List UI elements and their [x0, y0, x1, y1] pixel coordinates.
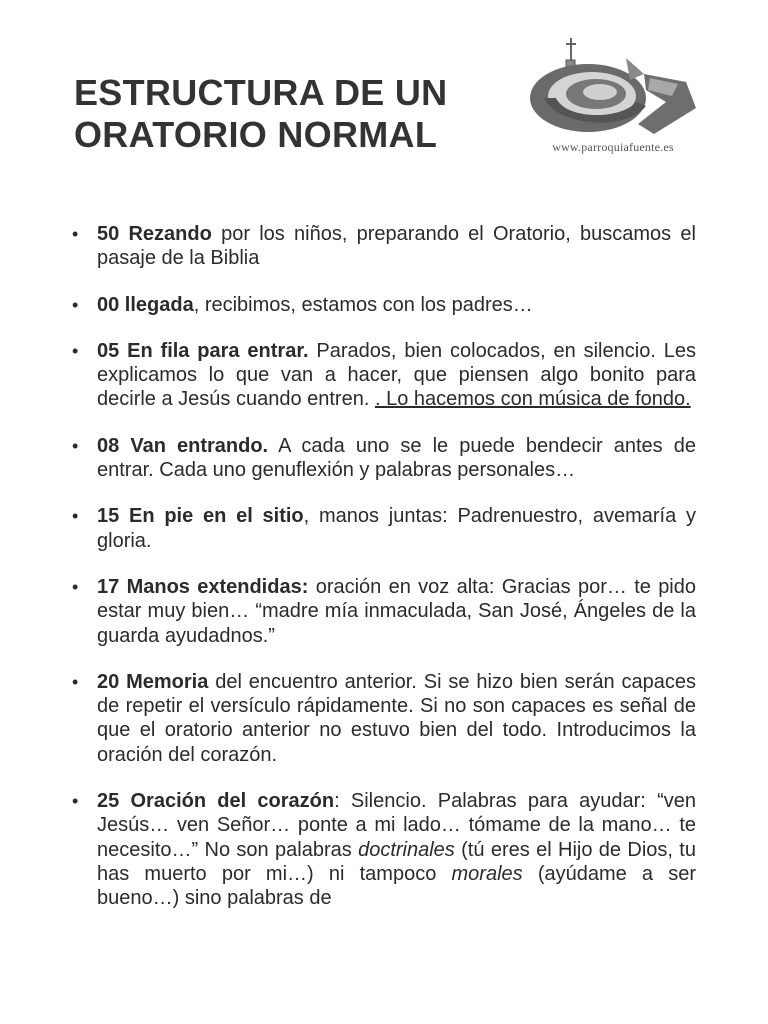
- bullet: •: [72, 506, 79, 527]
- step-italic-text: morales: [451, 862, 523, 885]
- oratorio-steps-list: [70, 222, 696, 933]
- list-item: [70, 670, 696, 767]
- step-text: A cada uno se le puede bendecir antes de entrar. Cada uno genuflexión y palabras personales…: [97, 434, 696, 482]
- step-text: oración en voz alta: Gracias por… te pido estar muy bien… “madre mía inmaculada, San José, Ángeles de la guarda ayudadnos.”: [97, 575, 697, 647]
- step-text: (tú eres el Hijo de Dios, tu has muerto por mi…) ni tampoco: [97, 838, 696, 885]
- list-item: [70, 789, 696, 910]
- step-text: por los niños, preparando el Oratorio, buscamos el pasaje de la Biblia: [97, 223, 696, 270]
- page-title: [74, 72, 447, 156]
- bullet: •: [72, 340, 79, 361]
- parish-logo-icon: [526, 36, 700, 140]
- list-item: [70, 222, 696, 271]
- step-underlined-text: . Lo hacemos con música de fondo.: [374, 388, 691, 411]
- title-line-1: ESTRUCTURA DE UN: [74, 72, 448, 113]
- step-text: , manos juntas: Padrenuestro, avemaría y gloria.: [97, 505, 696, 552]
- step-time-label: 15 En pie en el sitio: [97, 505, 304, 528]
- step-text: (ayúdame a ser bueno…) sino palabras de: [97, 862, 697, 910]
- parish-logo: [526, 36, 700, 160]
- step-time-label: 05 En fila para entrar.: [97, 339, 309, 362]
- step-text: , recibimos, estamos con los padres…: [193, 293, 533, 316]
- step-text: del encuentro anterior. Si se hizo bien serán capaces de repetir el versículo rápidamente. Si no son capaces es señal de que el oratorio anterior no estuvo bien del todo. Introducimos la oración del corazón.: [97, 670, 696, 766]
- step-italic-text: doctrinales: [358, 838, 455, 861]
- step-text: Parados, bien colocados, en silencio. Les explicamos lo que van a hacer, que piensen algo bonito para decirle a Jesús cuando entren.: [97, 339, 696, 411]
- list-item: [70, 504, 696, 553]
- step-time-label: 08 Van entrando.: [97, 434, 269, 457]
- bullet: •: [72, 576, 79, 597]
- bullet: •: [72, 791, 79, 812]
- step-time-label: 50 Rezando: [97, 223, 212, 245]
- step-text: : Silencio. Palabras para ayudar: “ven Jesús… ven Señor… ponte a mi lado… tómame de la mano… te necesito…” No son palabras: [97, 790, 697, 861]
- step-time-label: 25 Oración del corazón: [97, 790, 335, 813]
- title-line-2: ORATORIO NORMAL: [74, 114, 438, 155]
- list-item: [70, 575, 696, 648]
- step-time-label: 20 Memoria: [97, 670, 209, 693]
- bullet: •: [72, 224, 79, 244]
- bullet: •: [72, 671, 79, 692]
- list-item: [70, 293, 696, 317]
- list-item: [70, 339, 696, 412]
- step-time-label: 00 llegada: [97, 293, 194, 316]
- step-time-label: 17 Manos extendidas:: [97, 575, 309, 598]
- bullet: •: [72, 435, 79, 456]
- bullet: •: [72, 294, 79, 315]
- logo-url: www.parroquiafuente.es: [552, 140, 674, 154]
- list-item: [70, 434, 696, 483]
